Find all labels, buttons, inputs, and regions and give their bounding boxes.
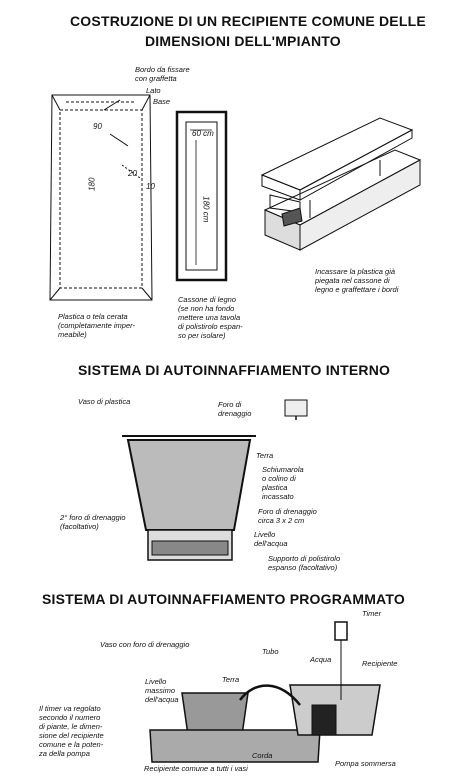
box-assembly-3d [262,118,420,250]
label-foro-circa-0: Foro di drenaggio [258,507,317,516]
note-timer-4: comune e la poten- [39,740,104,749]
label-schiuma-3: incassato [262,492,294,501]
note-timer-1: secondo il numero [39,713,101,722]
label-supporto-1: espanso (facoltativo) [268,563,338,572]
label-foro-circa-1: circa 3 x 2 cm [258,516,305,525]
label-timer: Timer [362,609,382,618]
dim-60cm: 60 cm [192,129,214,138]
caption-incassare-0: Incassare la plastica già [315,267,396,276]
label-terra: Terra [256,451,274,460]
label-pompa: Pompa sommersa [335,759,396,768]
label-acqua: Acqua [310,655,332,664]
caption-cassone-1: (se non ha fondo [178,304,235,313]
label-recipiente-comune: Recipiente comune a tutti i vasi [144,764,248,773]
caption-cassone-2: mettere una tavola [178,313,241,322]
label-con-graffetta: con graffetta [135,74,177,83]
section1-title-line2: DIMENSIONI DELL'MPIANTO [145,33,341,49]
label-terra-3: Terra [222,675,240,684]
caption-cassone-4: so per isolare) [178,331,226,340]
dim-20: 20 [128,169,137,178]
label-drenaggio: drenaggio [218,409,252,418]
caption-incassare-1: piegata nel cassone di [315,276,390,285]
label-foro-2-0: 2° foro di drenaggio [60,513,126,522]
label-livello-massimo-1: massimo [145,686,176,695]
label-corda: Corda [252,751,273,760]
label-livello-1: dell'acqua [254,539,288,548]
dim-90: 90 [93,122,102,131]
label-base: Base [153,97,171,106]
caption-plastica-2: meabile) [58,330,87,339]
dim-10: 10 [146,182,155,191]
note-timer-2: di piante, le dimen- [39,722,103,731]
label-bordo-fissare: Bordo da fissare [135,65,190,74]
label-schiuma-0: Schiumarola [262,465,304,474]
label-recipiente: Recipiente [362,659,398,668]
label-vaso-plastica: Vaso di plastica [78,397,131,406]
note-timer-0: Il timer va regolato [39,704,101,713]
note-timer-5: za della pompa [39,749,90,758]
section3-title: SISTEMA DI AUTOINNAFFIAMENTO PROGRAMMATO [42,591,405,607]
caption-cassone-0: Cassone di legno [178,295,236,304]
section1-title-line1: COSTRUZIONE DI UN RECIPIENTE COMUNE DELLE [70,13,426,29]
section2-title: SISTEMA DI AUTOINNAFFIAMENTO INTERNO [78,362,391,378]
caption-plastica-0: Plastica o tela cerata [58,312,128,321]
label-lato: Lato [146,86,161,95]
label-schiuma-1: o colino di [262,474,296,483]
label-vaso-foro: Vaso con foro di drenaggio [100,640,190,649]
label-livello-0: Livello [254,530,276,539]
label-livello-massimo-2: dell'acqua [145,695,179,704]
caption-cassone-3: di polistirolo espan- [178,322,243,331]
caption-incassare-2: legno e graffettare i bordi [315,285,399,294]
note-timer-3: sione del recipiente [39,731,104,740]
label-supporto-0: Supporto di polistirolo [268,554,341,563]
dim-180cm: 180 cm [201,196,211,223]
caption-plastica-1: (completamente imper- [58,321,135,330]
label-foro-2-1: (facoltativo) [60,522,99,531]
label-tubo: Tubo [262,647,279,656]
label-schiuma-2: plastica [262,483,288,492]
dim-180: 180 [87,177,97,191]
label-foro-di: Foro di [218,400,242,409]
label-livello-massimo-0: Livello [145,677,167,686]
